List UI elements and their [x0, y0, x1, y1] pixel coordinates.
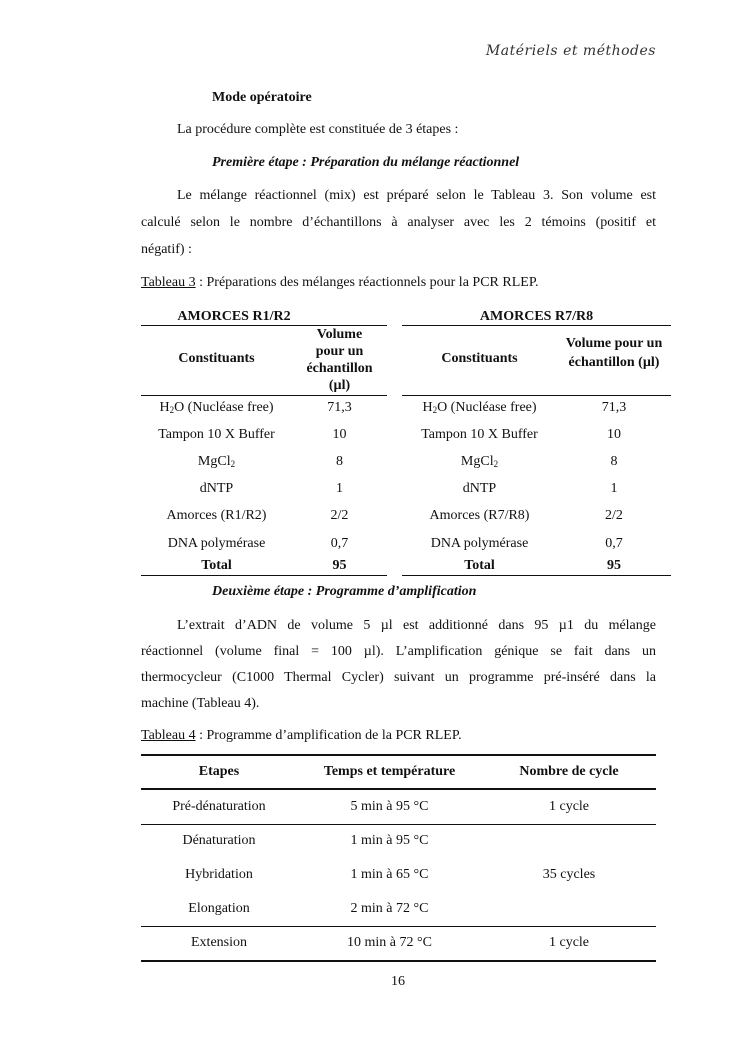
rule [402, 575, 671, 576]
volume-cell: 1 [610, 481, 618, 496]
time-cell: 1 min à 95 °C [350, 833, 429, 848]
cycles-cell: 1 cycle [548, 799, 590, 814]
time-cell: 10 min à 72 °C [347, 935, 432, 950]
constituent-cell: dNTP [199, 481, 234, 496]
step2-title: Deuxième étape : Programme d’amplification [212, 584, 477, 599]
rule [141, 754, 656, 756]
volume-cell: 8 [336, 454, 343, 469]
time-cell: 1 min à 65 °C [350, 867, 429, 882]
volume-cell: 0,7 [605, 536, 623, 551]
section-title: Mode opératoire [212, 90, 312, 105]
volume-cell: 2/2 [605, 508, 623, 523]
total-label: Total [201, 558, 232, 573]
constituent-cell: Amorces (R1/R2) [166, 508, 267, 523]
constituent-cell: Tampon 10 X Buffer [158, 427, 275, 442]
paragraph-line: thermocycleur (C1000 Thermal Cycler) suivant un programme pré-inséré dans la [141, 670, 656, 685]
paragraph-line: négatif) : [141, 242, 192, 257]
volume-cell: 8 [610, 454, 618, 469]
constituent-cell: DNA polymérase [430, 536, 529, 551]
constituent-cell: Amorces (R7/R8) [429, 508, 530, 523]
rule [141, 395, 387, 396]
cycles-cell: 1 cycle [548, 935, 590, 950]
constituent-cell: $H_2O$ (Nucléase free) [159, 400, 274, 415]
time-cell: 5 min à 95 °C [350, 799, 429, 814]
volume-cell: 0,7 [330, 536, 349, 551]
column-header: Constituants [178, 351, 255, 366]
paragraph-line: calculé selon le nombre d’échantillons à analyser avec les 2 témoins (positif et [141, 215, 656, 230]
column-header: Volume pour un échantillon (µl) [306, 327, 373, 393]
constituent-cell: DNA polymérase [167, 536, 266, 551]
volume-cell: 10 [332, 427, 347, 442]
column-header: Nombre de cycle [519, 764, 619, 779]
column-header: Temps et température [323, 764, 456, 779]
column-header: Etapes [198, 764, 240, 779]
running-header: Matériels et méthodes [485, 43, 656, 59]
paragraph-line: machine (Tableau 4). [141, 696, 260, 711]
intro-text: La procédure complète est constituée de 3 étapes : [177, 122, 459, 137]
page-number: 16 [391, 974, 405, 989]
step-cell: Dénaturation [182, 833, 256, 848]
rule [402, 325, 671, 326]
caption-label: Tableau 4 [141, 728, 196, 743]
step-cell: Elongation [188, 901, 250, 916]
total-value: 95 [607, 558, 621, 573]
rule [141, 575, 387, 576]
volume-cell: 1 [336, 481, 343, 496]
volume-cell: 71,3 [327, 400, 352, 415]
constituent-cell: Tampon 10 X Buffer [421, 427, 538, 442]
constituent-cell: MgCl$_2$ [197, 454, 236, 469]
table-title: AMORCES R1/R2 [177, 309, 291, 324]
paragraph-line: réactionnel (volume final = 100 µl). L’amplification génique se fait dans un [141, 644, 656, 659]
volume-cell: 10 [607, 427, 621, 442]
time-cell: 2 min à 72 °C [350, 901, 429, 916]
step-cell: Hybridation [185, 867, 253, 882]
paragraph-line: L’extrait d’ADN de volume 5 µl est additionné dans 95 µ1 du mélange [177, 618, 656, 633]
total-label: Total [464, 558, 495, 573]
caption-label: Tableau 3 [141, 275, 196, 290]
rule [141, 788, 656, 790]
volume-cell: 2/2 [330, 508, 349, 523]
paragraph-line: Le mélange réactionnel (mix) est préparé selon le Tableau 3. Son volume est [177, 188, 656, 203]
constituent-cell: MgCl$_2$ [460, 454, 499, 469]
cycles-cell: 35 cycles [542, 867, 596, 882]
step1-title: Première étape : Préparation du mélange réactionnel [212, 155, 520, 170]
table-title: AMORCES R7/R8 [479, 309, 594, 324]
caption-text: : Préparations des mélanges réactionnels pour la PCR RLEP. [195, 275, 539, 290]
rule [402, 395, 671, 396]
constituent-cell: $H_2O$ (Nucléase free) [422, 400, 537, 415]
total-value: 95 [332, 558, 347, 573]
table3-caption [141, 275, 539, 291]
rule [141, 926, 656, 927]
column-header: Volume pour un échantillon (µl) [565, 336, 663, 370]
caption-text: : Programme d’amplification de la PCR RLEP. [195, 728, 462, 743]
constituent-cell: dNTP [462, 481, 497, 496]
volume-cell: 71,3 [601, 400, 627, 415]
table4-caption [141, 728, 462, 744]
rule [141, 960, 656, 962]
rule [141, 824, 656, 825]
column-header: Constituants [441, 351, 518, 366]
step-cell: Extension [191, 935, 247, 950]
step-cell: Pré-dénaturation [172, 799, 266, 814]
